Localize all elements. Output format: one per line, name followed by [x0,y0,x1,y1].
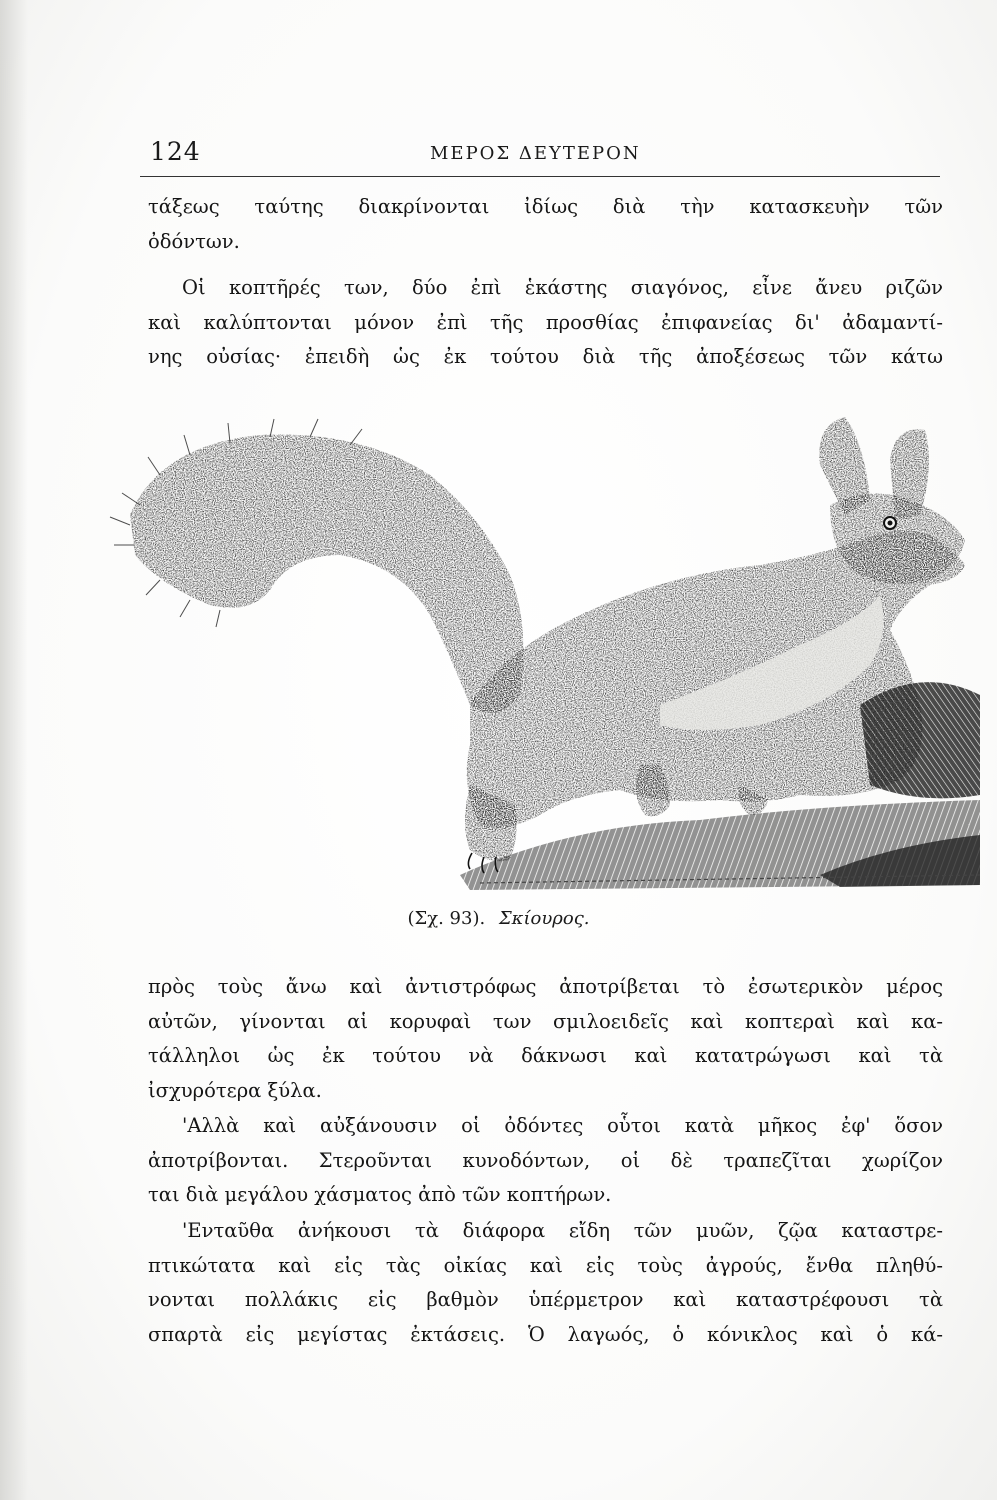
page-number: 124 [150,137,201,166]
text-line: ἰσχυρότερα ξύλα. [148,1078,322,1102]
paragraph-4 [148,1109,943,1213]
text-line: Οἱ κοπτῆρές των, δύο ἐπὶ ἑκάστης σιαγόνος, εἶνε ἄνευ ριζῶν [182,276,943,299]
page-header [140,133,940,173]
text-line: ἀποτρίβονται. Στεροῦνται κυνοδόντων, οἱ δὲ τραπεζῖται χωρίζον [148,1148,943,1172]
squirrel-engraving [100,405,985,900]
text-line: τάλληλοι ὡς ἐκ τούτου νὰ δάκνωσι καὶ κατατρώγωσι καὶ τὰ [148,1044,943,1067]
figure-caption [0,908,997,929]
paragraph-1 [148,190,943,259]
text-line: 'Ενταῦθα ἀνήκουσι τὰ διάφορα εἴδη τῶν μυῶν, ζῷα καταστρε- [182,1219,943,1242]
page-edge-shadow [0,0,28,1500]
text-line: νονται πολλάκις εἰς βαθμὸν ὑπέρμετρον καὶ καταστρέφουσι τὰ [148,1288,943,1311]
text-line: 'Αλλὰ καὶ αὐξάνουσιν οἱ ὀδόντες οὗτοι κατὰ μῆκος ἐφ' ὅσον [182,1114,943,1137]
text-line: ται διὰ μεγάλου χάσματος ἀπὸ τῶν κοπτήρων. [148,1183,612,1206]
header-rule [140,176,940,177]
text-line: πρὸς τοὺς ἄνω καὶ ἀντιστρόφως ἀποτρίβεται τὸ ἐσωτερικὸν μέρος [148,975,943,998]
paragraph-3 [148,970,943,1108]
text-line: νης οὐσίας· ἐπειδὴ ὡς ἐκ τούτου διὰ τῆς ἀποξέσεως τῶν κάτω [148,345,943,368]
text-line: αὐτῶν, γίνονται αἱ κορυφαὶ των σμιλοειδεῖς καὶ κοπτεραὶ καὶ κα- [148,1009,943,1033]
text-line: καὶ καλύπτονται μόνον ἐπὶ τῆς προσθίας ἐπιφανείας δι' ἀδαμαντί- [148,310,943,334]
text-line: τάξεως ταύτης διακρίνονται ἰδίως διὰ τὴν κατασκευὴν τῶν [148,195,943,218]
running-head: ΜΕΡΟΣ ΔΕΥΤΕΡΟΝ [430,143,641,164]
text-line: ὀδόντων. [148,229,240,253]
paragraph-5 [148,1214,943,1352]
text-line: πτικώτατα καὶ εἰς τὰς οἰκίας καὶ εἰς τοὺς ἀγρούς, ἔνθα πληθύ- [148,1253,943,1277]
tail [130,435,523,714]
paragraph-2 [148,271,943,375]
figure-label: (Σχ. 93). [407,908,486,929]
figure-name: Σκίουρος. [498,908,590,929]
text-line: σπαρτὰ εἰς μεγίστας ἐκτάσεις. Ὁ λαγωός, ὁ κόνικλος καὶ ὁ κά- [148,1322,943,1346]
